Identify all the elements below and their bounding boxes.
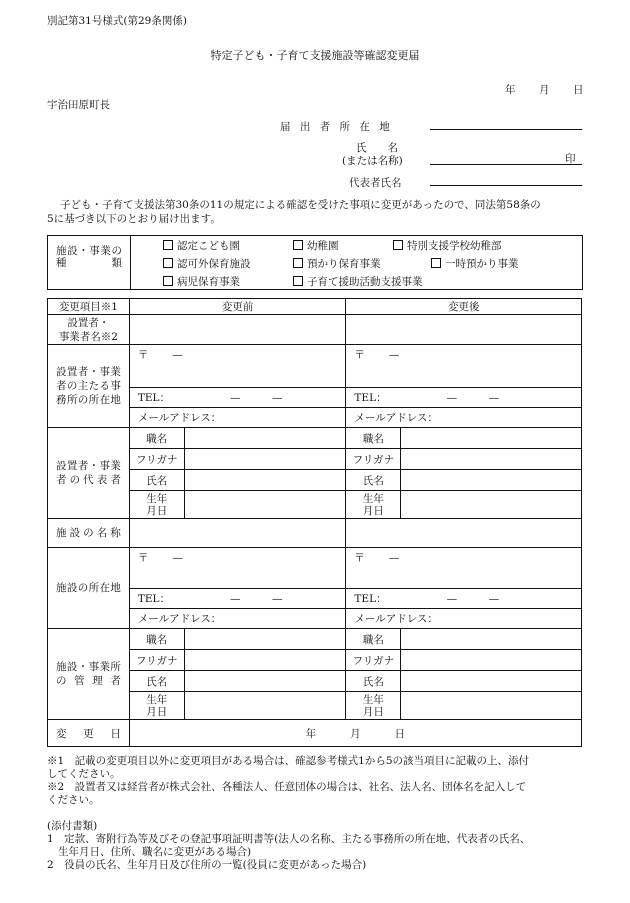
row-facility-name-label: 施設の名称: [48, 519, 130, 548]
col-before-header: 変更前: [129, 299, 346, 315]
mgr-name-label-after: 氏名: [346, 671, 401, 692]
row-operator-name-label: 設置者・ 事業者名※2: [48, 315, 130, 345]
mgr-dob-before[interactable]: [184, 692, 346, 720]
facility-name-before[interactable]: [129, 519, 346, 548]
address-field[interactable]: [430, 129, 582, 130]
row-operator-name: [48, 315, 582, 345]
checkbox-icon: [293, 240, 303, 250]
col-item-header: 変更項目※1: [48, 299, 130, 315]
attachment-1-line2: 生年月日、住所、職名に変更がある場合): [58, 846, 252, 858]
seal-mark: 印: [565, 153, 576, 165]
facility-option-kodomoen[interactable]: 認定こども園: [163, 238, 240, 253]
change-table: [47, 298, 582, 747]
facility-name-after[interactable]: [346, 519, 582, 548]
row-facility-address-label: 施設の所在地: [48, 548, 130, 629]
operator-name-before[interactable]: [129, 315, 346, 345]
row-change-date-label: 変更日: [48, 720, 130, 747]
mgr-post-label-after: 職名: [346, 629, 401, 650]
rep-kana-label-before: フリガナ: [129, 449, 184, 470]
name-sub-label: (または名称): [342, 155, 403, 167]
facility-mail-after[interactable]: メールアドレス：: [346, 609, 582, 629]
form-number: 別記第31号様式(第29条関係): [47, 15, 187, 27]
facility-tel-before[interactable]: TEL： — —: [129, 589, 346, 609]
facility-option-byouji[interactable]: 病児保育事業: [163, 274, 240, 289]
name-field[interactable]: [430, 164, 582, 165]
rep-name-label-before: 氏名: [129, 470, 184, 491]
checkbox-icon: [163, 240, 173, 250]
note-2-line2: ください。: [47, 794, 100, 806]
operator-name-after[interactable]: [346, 315, 582, 345]
col-after-header: 変更後: [346, 299, 582, 315]
rep-label: 代表者氏名: [349, 177, 402, 189]
checkbox-icon: [393, 240, 403, 250]
checkbox-icon: [163, 258, 173, 268]
rep-name-label-after: 氏名: [346, 470, 401, 491]
row-office-address-label: 設置者・事業者の主たる事務所の所在地: [48, 345, 130, 428]
note-1-line2: してください。: [47, 768, 121, 780]
rep-post-before[interactable]: [184, 428, 346, 449]
attachment-2: 2 役員の氏名、生年月日及び住所の一覧(役員に変更があった場合): [47, 859, 367, 871]
mgr-kana-label-after: フリガナ: [346, 650, 401, 671]
checkbox-icon: [163, 276, 173, 286]
facility-tel-after[interactable]: TEL： — —: [346, 589, 582, 609]
date-day-label: 日: [573, 84, 584, 96]
facility-option-kosodate[interactable]: 子育て援助活動支援事業: [293, 274, 423, 289]
body-text-line1: 子ども・子育て支援法第30条の11の規定による確認を受けた事項に変更があったので、同法第58条の: [60, 199, 541, 211]
mgr-name-after[interactable]: [401, 671, 582, 692]
rep-kana-after[interactable]: [401, 449, 582, 470]
checkbox-icon: [293, 276, 303, 286]
office-postal-before[interactable]: 〒 —: [129, 345, 346, 388]
office-mail-after[interactable]: メールアドレス：: [346, 408, 582, 428]
facility-postal-before[interactable]: 〒 —: [129, 548, 346, 589]
attachments-title: (添付書類): [47, 820, 98, 832]
facility-mail-before[interactable]: メールアドレス：: [129, 609, 346, 629]
mgr-post-after[interactable]: [401, 629, 582, 650]
note-1-line1: ※1 記載の変更項目以外に変更項目がある場合は、確認参考様式1から5の該当項目に記載の上、添付: [47, 755, 530, 767]
mgr-kana-before[interactable]: [184, 650, 346, 671]
rep-kana-label-after: フリガナ: [346, 449, 401, 470]
table-header-row: [48, 299, 582, 315]
mgr-dob-after[interactable]: [401, 692, 582, 720]
mgr-name-before[interactable]: [184, 671, 346, 692]
rep-dob-after[interactable]: [401, 491, 582, 519]
rep-dob-label-after: 生年 月日: [346, 491, 401, 519]
rep-name-before[interactable]: [184, 470, 346, 491]
mgr-dob-label-after: 生年 月日: [346, 692, 401, 720]
mgr-post-before[interactable]: [184, 629, 346, 650]
facility-option-youchien[interactable]: 幼稚園: [293, 238, 339, 253]
facility-option-ninkagai[interactable]: 認可外保育施設: [163, 256, 251, 271]
facility-option-ichiji[interactable]: 一時預かり事業: [431, 256, 519, 271]
mgr-post-label-before: 職名: [129, 629, 184, 650]
facility-option-azukari[interactable]: 預かり保育事業: [293, 256, 381, 271]
office-tel-before[interactable]: TEL： — —: [129, 388, 346, 408]
rep-post-after[interactable]: [401, 428, 582, 449]
office-tel-after[interactable]: TEL： — —: [346, 388, 582, 408]
facility-type-label: 施設・事業の種類: [48, 236, 131, 289]
rep-name-after[interactable]: [401, 470, 582, 491]
rep-kana-before[interactable]: [184, 449, 346, 470]
rep-dob-before[interactable]: [184, 491, 346, 519]
rep-field[interactable]: [430, 185, 582, 186]
body-text-line2: 5に基づき以下のとおり届け出ます。: [47, 213, 221, 225]
mgr-kana-after[interactable]: [401, 650, 582, 671]
address-label: 届 出 者 所 在 地: [280, 121, 393, 133]
facility-type-box: [47, 235, 583, 290]
mgr-kana-label-before: フリガナ: [129, 650, 184, 671]
rep-post-label-after: 職名: [346, 428, 401, 449]
date-year-label: 年: [505, 84, 516, 96]
name-label: 氏 名: [356, 142, 398, 154]
rep-dob-label-before: 生年 月日: [129, 491, 184, 519]
row-representative-label: 設置者・事業者の代表者: [48, 428, 130, 519]
attachment-1-line1: 1 定款、寄附行為等及びその登記事項証明書等(法人の名称、主たる事務所の所在地、代表者の氏名、: [47, 833, 531, 845]
facility-postal-after[interactable]: 〒 —: [346, 548, 582, 589]
facility-option-tokubetsu[interactable]: 特別支援学校幼稚部: [393, 238, 502, 253]
date-month-label: 月: [539, 84, 550, 96]
rep-post-label-before: 職名: [129, 428, 184, 449]
document-title: 特定子ども・子育て支援施設等確認変更届: [210, 49, 420, 62]
mgr-dob-label-before: 生年 月日: [129, 692, 184, 720]
office-mail-before[interactable]: メールアドレス：: [129, 408, 346, 428]
note-2-line1: ※2 設置者又は経営者が株式会社、各種法人、任意団体の場合は、社名、法人名、団体名を記入して: [47, 781, 527, 793]
checkbox-icon: [293, 258, 303, 268]
change-date-field[interactable]: 年 月 日: [129, 720, 581, 747]
addressee: 宇治田原町長: [47, 99, 110, 111]
mgr-name-label-before: 氏名: [129, 671, 184, 692]
office-postal-after[interactable]: 〒 —: [346, 345, 582, 388]
row-manager-label: 施設・事業所の管理者: [48, 629, 130, 720]
checkbox-icon: [431, 258, 441, 268]
